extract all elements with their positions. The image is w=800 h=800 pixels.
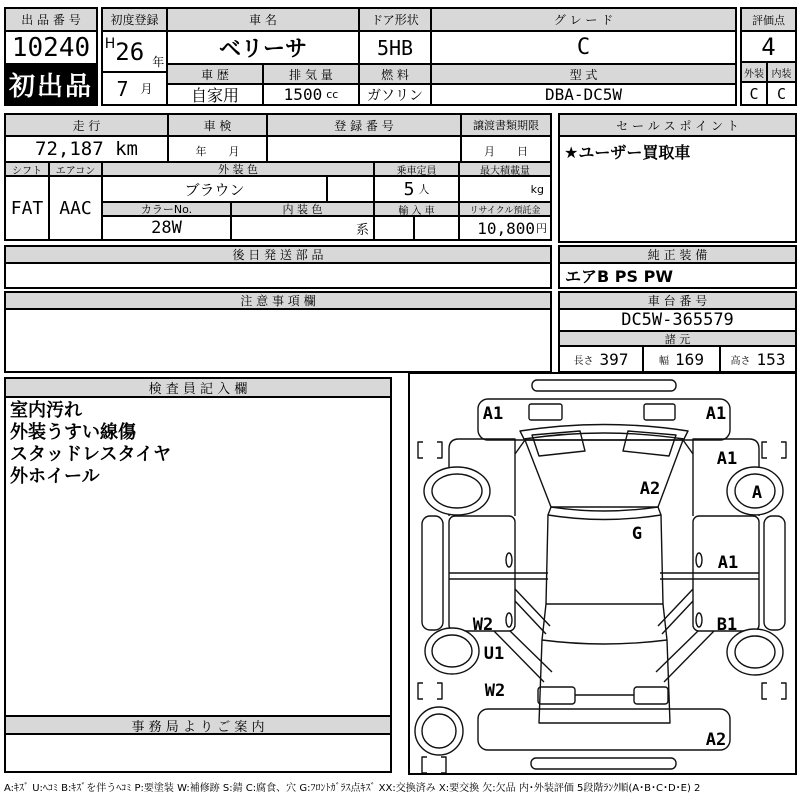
interior-label: 内装 (768, 63, 795, 83)
spare-wheel-inner (422, 714, 456, 748)
wheel-rear-right-inner (735, 636, 775, 668)
inspector-note: 室内汚れ (10, 400, 82, 421)
era-mark: H (104, 36, 116, 52)
import-value-a (375, 217, 415, 239)
width-value: 169 (675, 349, 704, 369)
rocker-right (764, 516, 785, 630)
first-reg-year-value: 26 (115, 37, 145, 66)
damage-mark-a1: A1 (717, 553, 739, 573)
car-name-label: 車 名 (168, 9, 360, 32)
transfer-value: 月 日 (462, 137, 550, 163)
office-label: 事 務 局 よ り ご 案 内 (6, 717, 390, 735)
headlight-right (644, 404, 675, 420)
bracket-top-right (762, 442, 786, 458)
inspection-value: 年 月 (169, 137, 268, 163)
aircon-label: エアコン (50, 163, 103, 177)
spec-length (560, 347, 644, 371)
chassis-value: DC5W-365579 (560, 310, 795, 332)
fuel-value: ガソリン (360, 85, 432, 104)
color-no-value: 28W (103, 217, 232, 239)
history-label: 車 歴 (168, 65, 264, 85)
spec-width (644, 347, 721, 371)
office-block (4, 715, 392, 773)
fuel-label: 燃 料 (360, 65, 432, 85)
grade-value: C (432, 32, 735, 65)
roof-front-band (548, 507, 661, 520)
int-color-label: 内 装 色 (232, 203, 375, 217)
aircon-value: AAC (50, 177, 103, 239)
sales-point-block (558, 113, 797, 243)
mid-details-block (4, 113, 552, 241)
displacement-label: 排 気 量 (264, 65, 360, 85)
bracket-bottom-right (762, 683, 786, 699)
displacement-value (264, 85, 360, 104)
inspector-block (4, 377, 392, 717)
model-value: DBA-DC5W (544, 85, 623, 104)
caution-value (6, 310, 550, 371)
reg-no-label: 登 録 番 号 (268, 115, 462, 137)
height-value: 153 (756, 349, 786, 369)
chassis-specs-block (558, 291, 797, 373)
exterior-grade: C (742, 83, 768, 104)
rear-body (539, 640, 670, 723)
rocker-left (422, 516, 443, 630)
taillight-right (634, 687, 668, 704)
damage-mark-a: A (751, 483, 763, 503)
mileage-value: 72,187 km (6, 137, 169, 163)
a-pillars (515, 440, 693, 454)
score-value: 4 (742, 32, 795, 63)
quarter-right (656, 589, 714, 682)
displacement-number: 1500 (283, 85, 323, 104)
door-gaps (449, 573, 759, 579)
office-value (6, 735, 390, 771)
ext-color-value: ブラウン (103, 177, 328, 203)
max-load-value: kg (460, 177, 550, 203)
inspector-note: スタッドレスタイヤ (10, 444, 172, 465)
equipment-value: エアB PS PW (565, 267, 673, 286)
roof-sides (546, 515, 663, 604)
int-color-value: 系 (232, 217, 375, 239)
month-suffix: 月 (140, 82, 153, 96)
damage-mark-g: G (631, 524, 643, 544)
recycle-amount: 10,800 (477, 218, 535, 238)
damage-marks (473, 404, 762, 750)
import-value-b (415, 217, 460, 239)
door-label: ドア形状 (360, 9, 432, 32)
sales-point-value: ★ユーザー買取車 (564, 143, 691, 162)
quarter-left (494, 589, 552, 682)
history-value: 自家用 (168, 85, 264, 104)
inspector-label: 検 査 員 記 入 欄 (6, 379, 390, 398)
capacity-value (375, 177, 460, 203)
grade-label: グ レ ー ド (432, 9, 735, 32)
score-block (740, 7, 797, 106)
equipment-block (558, 245, 797, 289)
max-load-label: 最大積載量 (460, 163, 550, 177)
first-reg-year (103, 32, 168, 73)
bracket-spare (422, 757, 446, 773)
equipment-label: 純 正 装 備 (560, 247, 795, 264)
import-label: 輸 入 車 (375, 203, 460, 217)
damage-mark-w2: W2 (484, 681, 506, 701)
door-handle (696, 613, 702, 627)
wheel-rear-left-inner (432, 635, 472, 667)
rear-bumper (478, 709, 730, 750)
capacity-unit: 人 (418, 183, 430, 196)
damage-mark-u1: U1 (483, 644, 505, 664)
inspector-notes (6, 398, 390, 715)
shift-label: シフト (6, 163, 50, 177)
sales-point-label: セ ー ル ス ポ イ ン ト (560, 115, 795, 137)
recycle-label: リサイクル預託金 (460, 203, 550, 217)
width-label: 幅 (659, 355, 670, 367)
year-suffix: 年 (152, 55, 165, 69)
recycle-value (460, 217, 550, 239)
later-parts-value (6, 264, 550, 287)
model-label: 型 式 (432, 65, 735, 85)
damage-mark-a1: A1 (716, 449, 738, 469)
specs-label: 諸 元 (560, 332, 795, 347)
caution-label: 注 意 事 項 欄 (6, 293, 550, 310)
wheel-front-left-inner (432, 474, 482, 508)
capacity-number: 5 (403, 178, 415, 200)
bracket-bottom-left (418, 683, 442, 699)
ext-color-extra (328, 177, 375, 203)
inspector-note: 外ホイール (10, 466, 100, 487)
damage-mark-a1: A1 (482, 404, 504, 424)
taillight-left (538, 687, 575, 704)
rear-lower-strip (531, 758, 676, 769)
spec-height (721, 347, 795, 371)
damage-mark-b1: B1 (716, 615, 738, 635)
rear-window (542, 604, 667, 644)
recycle-unit: 円 (536, 222, 547, 235)
score-label: 評価点 (742, 9, 795, 32)
interior-grade: C (776, 84, 787, 103)
first-reg-label: 初度登録 (103, 9, 168, 32)
height-label: 高さ (730, 355, 751, 367)
first-listing-badge: 初出品 (6, 65, 96, 104)
transfer-label: 譲渡書類期限 (462, 115, 550, 137)
auction-no-value: 10240 (6, 32, 96, 65)
reg-no-value (268, 137, 462, 163)
damage-mark-a1: A1 (705, 404, 727, 424)
car-name-value: ベリーサ (168, 32, 360, 65)
damage-legend: A:ｷｽﾞ U:ﾍｺﾐ B:ｷｽﾞを伴うﾍｺﾐ P:要塗装 W:補修跡 S:錆 C:腐食、穴 G:ﾌﾛﾝﾄｶﾞﾗｽ点ｷｽﾞ XX:交換済み X:要交換 欠:欠品 内･外装評価 5段階ﾗﾝｸ順(A･B･C･D･E) 2 (4, 783, 701, 794)
caution-block (4, 291, 552, 373)
front-upper-strip (532, 380, 676, 391)
ext-color-label: 外 装 色 (103, 163, 375, 177)
capacity-label: 乗車定員 (375, 163, 460, 177)
headlight-left (529, 404, 562, 420)
auction-no-block (4, 7, 98, 106)
car-diagram-block (408, 372, 797, 775)
door-value: 5HB (360, 32, 432, 65)
front-bumper (478, 399, 730, 440)
vehicle-header-block (101, 7, 737, 106)
exterior-label: 外装 (742, 63, 768, 83)
shift-value: FAT (6, 177, 50, 239)
first-reg-month-value: 7 (116, 76, 129, 101)
later-parts-block (4, 245, 552, 289)
later-parts-label: 後 日 発 送 部 品 (6, 247, 550, 264)
damage-mark-w2: W2 (472, 615, 494, 635)
bracket-top-left (418, 442, 442, 458)
auction-no-label: 出 品 番 号 (6, 9, 96, 32)
door-handle (506, 553, 512, 567)
chassis-label: 車 台 番 号 (560, 293, 795, 310)
door-handle (506, 613, 512, 627)
length-value: 397 (599, 349, 629, 369)
displacement-unit: cc (326, 88, 339, 101)
color-no-label: カラーNo. (103, 203, 232, 217)
damage-mark-a2: A2 (639, 479, 661, 499)
door-handle (696, 553, 702, 567)
first-reg-month (103, 73, 168, 104)
damage-mark-a2: A2 (705, 730, 727, 750)
inspection-label: 車 検 (169, 115, 268, 137)
hood-edge (520, 425, 688, 440)
car-diagram (410, 374, 795, 773)
length-label: 長さ (573, 355, 594, 367)
mileage-label: 走 行 (6, 115, 169, 137)
inspector-note: 外装うすい線傷 (10, 422, 136, 443)
